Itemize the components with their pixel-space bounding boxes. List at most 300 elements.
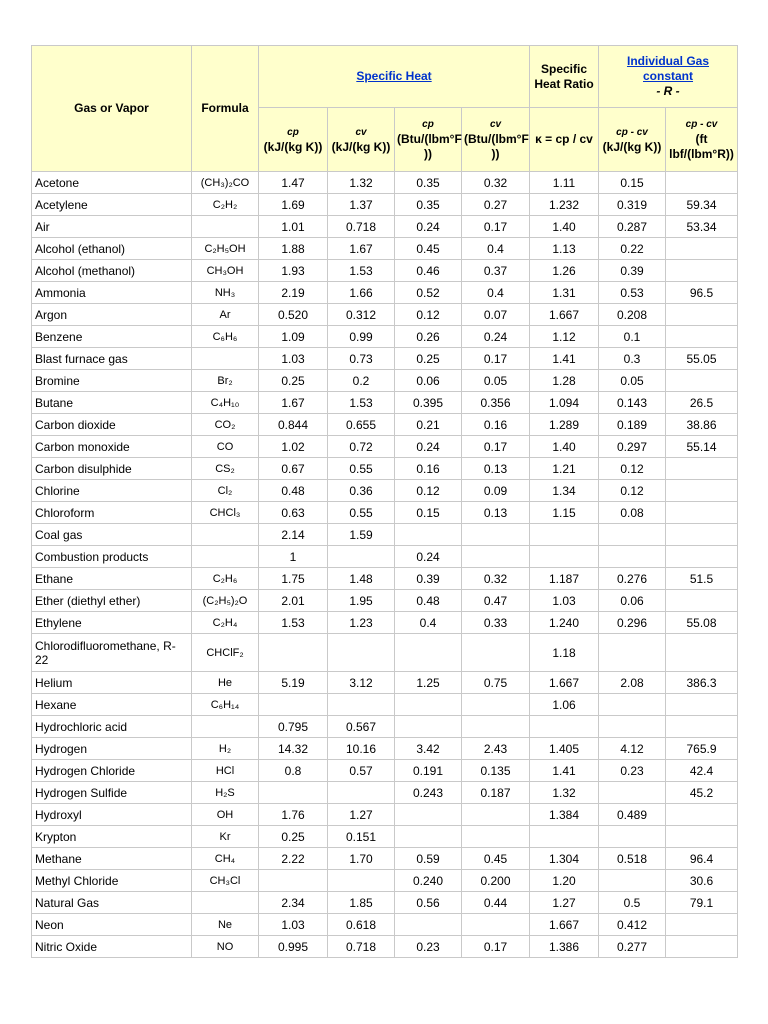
formula-cell: C₆H₁₄: [192, 694, 259, 716]
cv-si-cell: 1.32: [328, 172, 395, 194]
gas-name-cell: Coal gas: [32, 524, 192, 546]
table-row: [32, 458, 738, 480]
r-si-cell: 0.12: [599, 480, 666, 502]
r-imperial-cell: [666, 716, 738, 738]
cp-imperial-cell: 0.395: [395, 392, 462, 414]
header-cv-si: [328, 108, 395, 172]
cp-si-cell: 1.93: [259, 260, 328, 282]
cp-si-cell: 1.03: [259, 914, 328, 936]
cp-si-cell: 0.520: [259, 304, 328, 326]
cv-si-cell: 0.655: [328, 414, 395, 436]
r-si-cell: 0.276: [599, 568, 666, 590]
cp-si-cell: [259, 870, 328, 892]
cv-si-cell: 1.67: [328, 238, 395, 260]
cp-imperial-cell: 0.191: [395, 760, 462, 782]
table-row: [32, 760, 738, 782]
gas-name-cell: Natural Gas: [32, 892, 192, 914]
cv-si-cell: 1.23: [328, 612, 395, 634]
r-si-cell: [599, 716, 666, 738]
cv-si-cell: 1.85: [328, 892, 395, 914]
ratio-cell: 1.40: [530, 216, 599, 238]
cp-si-cell: 1.02: [259, 436, 328, 458]
cp-si-cell: 0.8: [259, 760, 328, 782]
cv-si-cell: 0.718: [328, 216, 395, 238]
table-row: [32, 304, 738, 326]
cv-imperial-cell: 0.16: [462, 414, 530, 436]
r-imperial-cell: [666, 304, 738, 326]
r-imperial-cell: [666, 260, 738, 282]
ratio-cell: [530, 826, 599, 848]
cv-si-cell: 1.27: [328, 804, 395, 826]
gas-name-cell: Ethane: [32, 568, 192, 590]
cv-si-cell: 0.618: [328, 914, 395, 936]
formula-cell: CO₂: [192, 414, 259, 436]
cv-imperial-cell: 0.17: [462, 216, 530, 238]
header-cv-imperial: [462, 108, 530, 172]
gas-name-cell: Hydrogen Sulfide: [32, 782, 192, 804]
cv-imperial-cell: 0.47: [462, 590, 530, 612]
formula-cell: (CH₃)₂CO: [192, 172, 259, 194]
cv-imperial-cell: 0.200: [462, 870, 530, 892]
r-imperial-cell: 38.86: [666, 414, 738, 436]
cv-imperial-cell: 0.09: [462, 480, 530, 502]
formula-cell: C₂H₅OH: [192, 238, 259, 260]
cv-si-cell: 0.2: [328, 370, 395, 392]
r-imperial-cell: [666, 524, 738, 546]
cv-si-cell: 1.70: [328, 848, 395, 870]
ratio-cell: 1.31: [530, 282, 599, 304]
table-row: [32, 260, 738, 282]
table-row: [32, 590, 738, 612]
cp-si-cell: 1.09: [259, 326, 328, 348]
r-si-cell: 0.39: [599, 260, 666, 282]
formula-cell: C₂H₄: [192, 612, 259, 634]
cp-si-cell: 0.795: [259, 716, 328, 738]
r-imperial-cell: 53.34: [666, 216, 738, 238]
r-si-cell: [599, 524, 666, 546]
cv-si-unit: (kJ/(kg K)): [331, 139, 391, 154]
formula-cell: HCl: [192, 760, 259, 782]
cv-imperial-cell: 0.27: [462, 194, 530, 216]
r-imperial-cell: [666, 370, 738, 392]
formula-cell: C₆H₆: [192, 326, 259, 348]
r-imperial-cell: 55.08: [666, 612, 738, 634]
r-si-cell: 0.287: [599, 216, 666, 238]
r-si-cell: 0.15: [599, 172, 666, 194]
cv-si-cell: 1.66: [328, 282, 395, 304]
table-row: [32, 568, 738, 590]
table-row: [32, 738, 738, 760]
cp-si-cell: 2.22: [259, 848, 328, 870]
cp-si-cell: 0.844: [259, 414, 328, 436]
cp-si-cell: 1.47: [259, 172, 328, 194]
cp-si-cell: 1.76: [259, 804, 328, 826]
header-cp-si: [259, 108, 328, 172]
table-row: [32, 892, 738, 914]
r-imperial-cell: [666, 634, 738, 672]
r-si-cell: 0.412: [599, 914, 666, 936]
cp-si-cell: [259, 694, 328, 716]
cv-imperial-cell: [462, 826, 530, 848]
ratio-cell: 1.232: [530, 194, 599, 216]
table-row: [32, 826, 738, 848]
r-imperial-cell: [666, 694, 738, 716]
cv-si-cell: 1.48: [328, 568, 395, 590]
cv-si-cell: 0.55: [328, 502, 395, 524]
ratio-cell: 1.34: [530, 480, 599, 502]
cp-imperial-cell: 0.39: [395, 568, 462, 590]
cv-imperial-cell: 0.05: [462, 370, 530, 392]
formula-cell: NH₃: [192, 282, 259, 304]
r-si-cell: 0.319: [599, 194, 666, 216]
table-row: [32, 672, 738, 694]
cv-si-cell: 10.16: [328, 738, 395, 760]
specific-heat-link[interactable]: Specific Heat: [356, 69, 432, 83]
formula-cell: H₂: [192, 738, 259, 760]
gas-name-cell: Neon: [32, 914, 192, 936]
cv-si-cell: 1.95: [328, 590, 395, 612]
cp-si-cell: 0.63: [259, 502, 328, 524]
cp-imperial-cell: 0.15: [395, 502, 462, 524]
cp-si-cell: 1.53: [259, 612, 328, 634]
cp-imperial-cell: 0.45: [395, 238, 462, 260]
ratio-cell: 1.187: [530, 568, 599, 590]
cp-imperial-cell: 0.24: [395, 216, 462, 238]
table-row: [32, 870, 738, 892]
ratio-cell: 1.094: [530, 392, 599, 414]
cp-si-cell: 1.01: [259, 216, 328, 238]
r-si-cell: 0.5: [599, 892, 666, 914]
gas-name-cell: Carbon dioxide: [32, 414, 192, 436]
cp-imperial-cell: 0.59: [395, 848, 462, 870]
gas-name-cell: Argon: [32, 304, 192, 326]
cp-si-symbol: cp: [287, 126, 299, 138]
cp-si-cell: 1.88: [259, 238, 328, 260]
cv-imperial-cell: [462, 716, 530, 738]
cv-imperial-cell: [462, 694, 530, 716]
ratio-cell: 1.667: [530, 914, 599, 936]
cp-si-cell: [259, 634, 328, 672]
cv-si-symbol: cv: [355, 126, 367, 138]
cp-si-cell: 2.14: [259, 524, 328, 546]
formula-cell: Ar: [192, 304, 259, 326]
r-imperial-cell: 55.05: [666, 348, 738, 370]
cp-si-cell: 1.69: [259, 194, 328, 216]
cp-imperial-symbol: cp: [422, 119, 434, 130]
ratio-cell: 1.405: [530, 738, 599, 760]
r-imperial-cell: 386.3: [666, 672, 738, 694]
cp-imperial-cell: 0.35: [395, 194, 462, 216]
ratio-cell: [530, 524, 599, 546]
formula-cell: C₂H₂: [192, 194, 259, 216]
header-r-si: [599, 108, 666, 172]
r-si-cell: 0.296: [599, 612, 666, 634]
ratio-cell: [530, 546, 599, 568]
r-si-symbol: cp - cv: [616, 126, 648, 138]
cv-imperial-symbol: cv: [489, 119, 502, 130]
ratio-cell: 1.03: [530, 590, 599, 612]
cv-imperial-cell: 0.4: [462, 238, 530, 260]
cv-si-cell: 0.55: [328, 458, 395, 480]
cv-imperial-cell: 0.33: [462, 612, 530, 634]
gas-name-cell: Methyl Chloride: [32, 870, 192, 892]
ratio-cell: 1.12: [530, 326, 599, 348]
r-imperial-cell: 26.5: [666, 392, 738, 414]
r-si-cell: [599, 826, 666, 848]
r-si-cell: 0.143: [599, 392, 666, 414]
cp-si-cell: 0.995: [259, 936, 328, 958]
ratio-cell: 1.21: [530, 458, 599, 480]
r-imperial-cell: 59.34: [666, 194, 738, 216]
gas-name-cell: Nitric Oxide: [32, 936, 192, 958]
table-row: [32, 282, 738, 304]
r-si-cell: 0.277: [599, 936, 666, 958]
r-imperial-cell: 765.9: [666, 738, 738, 760]
gas-name-cell: Ammonia: [32, 282, 192, 304]
gas-name-cell: Air: [32, 216, 192, 238]
gas-name-cell: Ethylene: [32, 612, 192, 634]
ratio-cell: 1.32: [530, 782, 599, 804]
gas-properties-table: [31, 45, 738, 958]
table-row: [32, 392, 738, 414]
gas-name-cell: Chlorine: [32, 480, 192, 502]
r-imperial-cell: 30.6: [666, 870, 738, 892]
table-body: [32, 172, 738, 958]
formula-cell: H₂S: [192, 782, 259, 804]
r-imperial-cell: [666, 826, 738, 848]
cv-imperial-cell: 0.32: [462, 568, 530, 590]
r-imperial-cell: 96.5: [666, 282, 738, 304]
ratio-cell: 1.20: [530, 870, 599, 892]
cv-si-cell: 3.12: [328, 672, 395, 694]
cv-si-cell: 0.312: [328, 304, 395, 326]
r-imperial-cell: 55.14: [666, 436, 738, 458]
formula-cell: C₂H₆: [192, 568, 259, 590]
r-imperial-cell: [666, 480, 738, 502]
cv-imperial-cell: 0.17: [462, 436, 530, 458]
gas-name-cell: Ether (diethyl ether): [32, 590, 192, 612]
r-imperial-cell: [666, 804, 738, 826]
cv-si-cell: [328, 546, 395, 568]
cp-imperial-cell: 0.16: [395, 458, 462, 480]
cv-imperial-cell: 0.4: [462, 282, 530, 304]
cv-si-cell: 1.59: [328, 524, 395, 546]
cv-imperial-cell: 0.07: [462, 304, 530, 326]
cv-imperial-cell: [462, 804, 530, 826]
r-si-cell: [599, 634, 666, 672]
formula-cell: Br₂: [192, 370, 259, 392]
cv-si-cell: 0.72: [328, 436, 395, 458]
cp-imperial-cell: 0.4: [395, 612, 462, 634]
formula-cell: NO: [192, 936, 259, 958]
r-si-cell: 0.53: [599, 282, 666, 304]
cp-imperial-cell: [395, 694, 462, 716]
table-row: [32, 612, 738, 634]
cv-si-cell: 0.73: [328, 348, 395, 370]
r-si-cell: [599, 782, 666, 804]
cv-si-cell: 1.37: [328, 194, 395, 216]
ratio-cell: 1.384: [530, 804, 599, 826]
gas-name-cell: Methane: [32, 848, 192, 870]
gas-name-cell: Benzene: [32, 326, 192, 348]
cv-imperial-cell: 0.17: [462, 348, 530, 370]
formula-cell: (C₂H₅)₂O: [192, 590, 259, 612]
gas-name-cell: Alcohol (ethanol): [32, 238, 192, 260]
r-imperial-cell: [666, 936, 738, 958]
cp-imperial-cell: 0.48: [395, 590, 462, 612]
table-row: [32, 480, 738, 502]
cp-imperial-cell: [395, 914, 462, 936]
formula-cell: CHClF₂: [192, 634, 259, 672]
table-row: [32, 414, 738, 436]
cv-imperial-cell: 0.45: [462, 848, 530, 870]
cv-si-cell: [328, 634, 395, 672]
r-si-cell: 0.1: [599, 326, 666, 348]
ratio-cell: 1.289: [530, 414, 599, 436]
cp-imperial-cell: 0.21: [395, 414, 462, 436]
formula-cell: C₄H₁₀: [192, 392, 259, 414]
ratio-cell: 1.26: [530, 260, 599, 282]
ratio-cell: 1.667: [530, 672, 599, 694]
gas-name-cell: Acetylene: [32, 194, 192, 216]
formula-cell: [192, 348, 259, 370]
cp-si-cell: 14.32: [259, 738, 328, 760]
gas-name-cell: Acetone: [32, 172, 192, 194]
gas-constant-symbol: - R -: [656, 84, 680, 98]
gas-name-cell: Hydrogen Chloride: [32, 760, 192, 782]
cv-imperial-cell: [462, 914, 530, 936]
r-imperial-cell: [666, 546, 738, 568]
cp-imperial-unit: (Btu/(lbm°F )): [397, 132, 462, 161]
r-si-cell: 0.22: [599, 238, 666, 260]
cv-imperial-cell: 0.75: [462, 672, 530, 694]
cv-si-cell: 0.36: [328, 480, 395, 502]
cp-si-cell: 2.19: [259, 282, 328, 304]
cp-imperial-cell: 0.24: [395, 546, 462, 568]
cv-si-cell: [328, 782, 395, 804]
ratio-cell: [530, 716, 599, 738]
formula-cell: [192, 892, 259, 914]
cp-imperial-cell: 0.23: [395, 936, 462, 958]
cp-si-cell: 0.25: [259, 826, 328, 848]
header-specific-heat-ratio: Specific Heat Ratio: [530, 46, 599, 108]
ratio-cell: 1.304: [530, 848, 599, 870]
cv-imperial-cell: 0.13: [462, 502, 530, 524]
cp-imperial-cell: 0.06: [395, 370, 462, 392]
header-cp-imperial: [395, 108, 462, 172]
cp-imperial-cell: 0.46: [395, 260, 462, 282]
cp-si-cell: 0.48: [259, 480, 328, 502]
table-row: [32, 524, 738, 546]
cv-imperial-cell: 0.13: [462, 458, 530, 480]
ratio-cell: 1.386: [530, 936, 599, 958]
formula-cell: CH₄: [192, 848, 259, 870]
cp-imperial-cell: [395, 634, 462, 672]
r-imperial-cell: [666, 326, 738, 348]
cv-imperial-cell: 0.32: [462, 172, 530, 194]
cv-si-cell: 1.53: [328, 392, 395, 414]
table-row: [32, 694, 738, 716]
ratio-cell: 1.240: [530, 612, 599, 634]
cv-imperial-cell: [462, 524, 530, 546]
cp-si-cell: [259, 782, 328, 804]
r-si-cell: 0.05: [599, 370, 666, 392]
cv-imperial-cell: 0.356: [462, 392, 530, 414]
cv-si-cell: 1.53: [328, 260, 395, 282]
r-imperial-cell: 51.5: [666, 568, 738, 590]
cv-imperial-cell: 0.135: [462, 760, 530, 782]
formula-cell: Ne: [192, 914, 259, 936]
r-imperial-cell: 45.2: [666, 782, 738, 804]
gas-name-cell: Helium: [32, 672, 192, 694]
ratio-cell: 1.41: [530, 348, 599, 370]
cv-si-cell: 0.57: [328, 760, 395, 782]
cp-si-cell: 0.67: [259, 458, 328, 480]
table-row: [32, 804, 738, 826]
cv-si-cell: [328, 870, 395, 892]
r-si-cell: 0.23: [599, 760, 666, 782]
table-row: [32, 634, 738, 672]
cp-imperial-cell: 0.12: [395, 304, 462, 326]
cp-imperial-cell: [395, 524, 462, 546]
r-si-cell: 0.12: [599, 458, 666, 480]
ratio-cell: 1.27: [530, 892, 599, 914]
cv-si-cell: 0.567: [328, 716, 395, 738]
header-r-imperial: [666, 108, 738, 172]
r-imperial-cell: [666, 590, 738, 612]
table-row: [32, 502, 738, 524]
r-si-cell: 0.189: [599, 414, 666, 436]
formula-cell: CH₃Cl: [192, 870, 259, 892]
cp-imperial-cell: 0.26: [395, 326, 462, 348]
cp-imperial-cell: 0.25: [395, 348, 462, 370]
cv-si-cell: 0.151: [328, 826, 395, 848]
ratio-cell: 1.41: [530, 760, 599, 782]
r-imperial-symbol: cp - cv: [685, 119, 718, 130]
r-si-cell: [599, 694, 666, 716]
ratio-cell: 1.06: [530, 694, 599, 716]
gas-name-cell: Butane: [32, 392, 192, 414]
cp-imperial-cell: 3.42: [395, 738, 462, 760]
header-specific-heat: [259, 46, 530, 108]
cp-si-cell: 2.01: [259, 590, 328, 612]
r-si-cell: [599, 546, 666, 568]
table-row: [32, 216, 738, 238]
table-header: [32, 46, 738, 172]
r-imperial-cell: [666, 238, 738, 260]
gas-constant-link[interactable]: Individual Gas constant: [626, 54, 710, 83]
cp-imperial-cell: 0.56: [395, 892, 462, 914]
cv-imperial-unit: (Btu/(lbm°F )): [464, 132, 529, 161]
r-imperial-unit: (ft lbf/(lbm°R)): [669, 132, 734, 161]
gas-name-cell: Bromine: [32, 370, 192, 392]
ratio-cell: 1.11: [530, 172, 599, 194]
gas-name-cell: Carbon disulphide: [32, 458, 192, 480]
formula-cell: [192, 524, 259, 546]
cp-imperial-cell: [395, 716, 462, 738]
gas-name-cell: Hydroxyl: [32, 804, 192, 826]
r-imperial-cell: [666, 914, 738, 936]
formula-cell: OH: [192, 804, 259, 826]
cv-si-cell: 0.99: [328, 326, 395, 348]
table-row: [32, 194, 738, 216]
cp-si-cell: 5.19: [259, 672, 328, 694]
r-si-cell: 0.518: [599, 848, 666, 870]
table-row: [32, 238, 738, 260]
cp-si-cell: 1.67: [259, 392, 328, 414]
cp-si-cell: 2.34: [259, 892, 328, 914]
r-si-cell: 0.208: [599, 304, 666, 326]
